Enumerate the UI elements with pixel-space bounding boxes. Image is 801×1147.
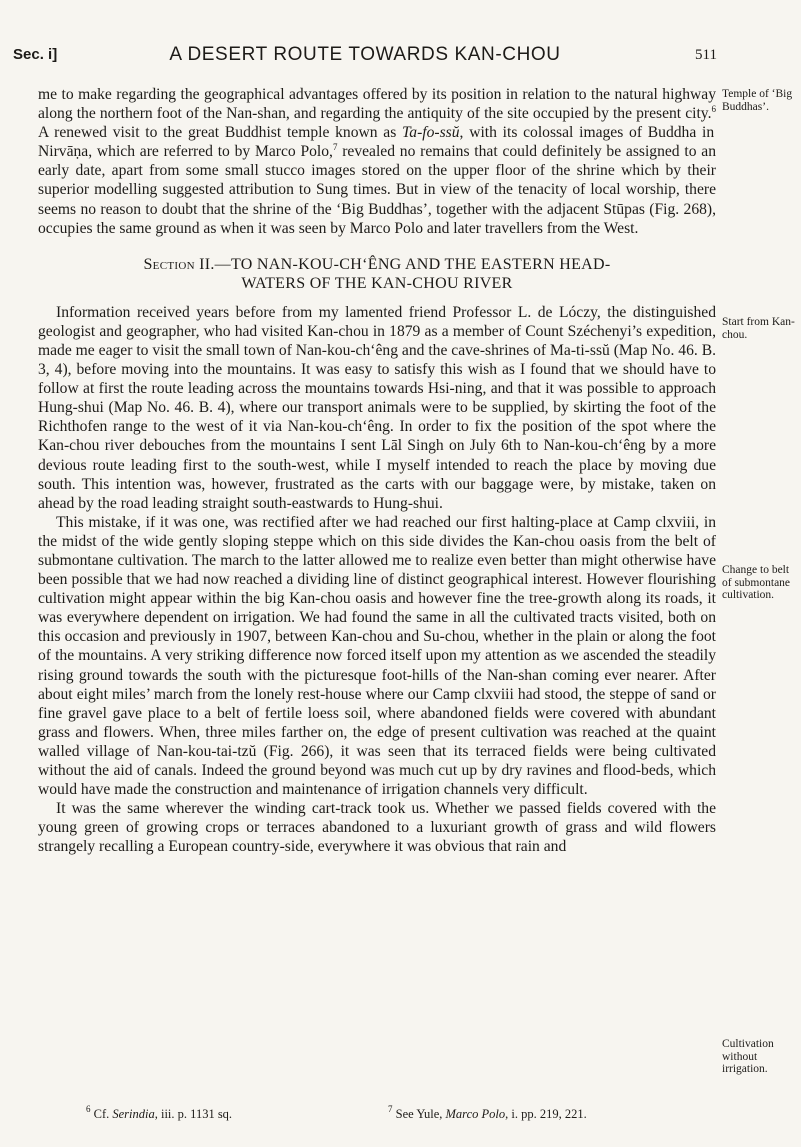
margin-note: Temple of ‘Big Buddhas’. — [722, 88, 793, 113]
margin-note: Change to belt of submontane cultivation. — [722, 564, 791, 601]
footnote-7: $^7$ See Yule, Marco Polo, i. pp. 219, 221. — [388, 1104, 587, 1121]
paragraph: This mistake, if it was one, was rectified after we had reached our first halting-place at Camp clxviii, in the midst of the wide gently sloping steppe which on this side divides the Kan-chou oasis from the belt of submontane cultivation. The march to the latter allowed me to realize even better than might otherwise have been possible that we had now reached a dividing line of distinct geographical interest. However flourishing cultivation might appear within the big Kan-chou oasis and however fine the tree-growth along its roads, it was everywhere dependent on irrigation. We had found the same in all the cultivated tracts visited, both on this occasion and previously in 1907, between Kan-chou and Su-chou, whether in the plain or along the foot of the mountains. A very striking difference now forced itself upon my attention as we ascended the steadily rising ground towards the south with the picturesque foot-hills of the Nan-shan coming ever nearer. After about eight miles’ march from the lonely rest-house where our Camp clxviii had stood, the steppe of sand or fine gravel gave place to a belt of fertile loess soil, where abandoned fields were covered with abundant grass and flowers. When, three miles farther on, the edge of present cultivation was reached at the quaint walled village of Nan-kou-tai-tzŭ (Fig. 266), it was seen that its terraced fields were being cultivated without the aid of canals. Indeed the ground beyond was much cut up by dry ravines and flood-beds, which would have made the construction and maintenance of irrigation channels very difficult. — [38, 513, 716, 799]
paragraph: It was the same wherever the winding cart-track took us. Whether we passed fields covered with the young green of growing crops or terraces abandoned to a luxuriant growth of grass and wild flowers strangely recalling a European country-side, everywhere it was obvious that rain and — [38, 800, 716, 856]
section-heading: Section II.—TO NAN-KOU-CH‘ÊNG AND THE EASTERN HEAD- WATERS OF THE KAN-CHOU RIVER — [143, 255, 611, 292]
page-body — [38, 85, 716, 856]
paragraph: Information received years before from my lamented friend Professor L. de Lóczy, the distinguished geologist and geographer, who had visited Kan-chou in 1879 as a member of Count Széchenyi’s expedition, made me eager to visit the small town of Nan-kou-ch‘êng and the cave-shrines of Ma-ti-ssŭ (Map No. 46. B. 3, 4), before moving into the mountains. It was easy to satisfy this wish as I found that we should have to follow at first the route leading across the mountains towards Hsi-ning, and that it was possible to approach Hung-shui (Map No. 46. B. 4), where our transport animals were to be supplied, by skirting the foot of the Richthofen range to the west of it via Nan-kou-ch‘êng. In order to fix the position of the spot where the Kan-chou river debouches from the mountains I sent Lāl Singh on July 6th to Nan-kou-ch‘êng by a more devious route leading first to the south-west, while I myself intended to reach the place by moving due south. This intention was, however, frustrated as the carts with our baggage were, by mistake, taken on ahead by the road leading straight south-eastwards to Hung-shui. — [38, 303, 716, 512]
section-label: Section II. — [143, 255, 215, 273]
section-marker: Sec. i] — [13, 46, 58, 63]
page-number: 511 — [695, 47, 717, 63]
footnote-ref-6: 6 — [711, 104, 716, 115]
paragraph-intro: me to make regarding the geographical advantages offered by its position in relation to the natural highway along the northern foot of the Nan-shan, and regarding the antiquity of the site occupied by the present city.$^6$ A renewed visit to the great Buddhist temple known as Ta-fo-ssŭ, with its colossal images of Buddha in Nirvāṇa, which are referred to by Marco Polo,$^7$ revealed no remains that could definitely be assigned to an early date, apart from some small stucco images stored on the upper floor of the shrine which by their superior modelling suggested attribution to Sung times. But in view of the tenacity of local worship, there seems no reason to doubt that the shrine of the ‘Big Buddhas’, together with the adjacent Stūpas (Fig. 268), occupies the same ground as when it was seen by Marco Polo and later travellers from the West. — [38, 86, 716, 237]
footnotes — [38, 1104, 716, 1123]
footnote-ref-7: 7 — [332, 142, 338, 153]
footnote-6: $^6$ Cf. Serindia, iii. p. 1131 sq. — [86, 1104, 233, 1121]
margin-note: Cultivation without irrigation. — [722, 1038, 774, 1075]
margin-note: Start from Kan-chou. — [722, 316, 795, 341]
running-header — [13, 44, 717, 70]
running-title: A DESERT ROUTE TOWARDS KAN-CHOU — [169, 44, 561, 65]
